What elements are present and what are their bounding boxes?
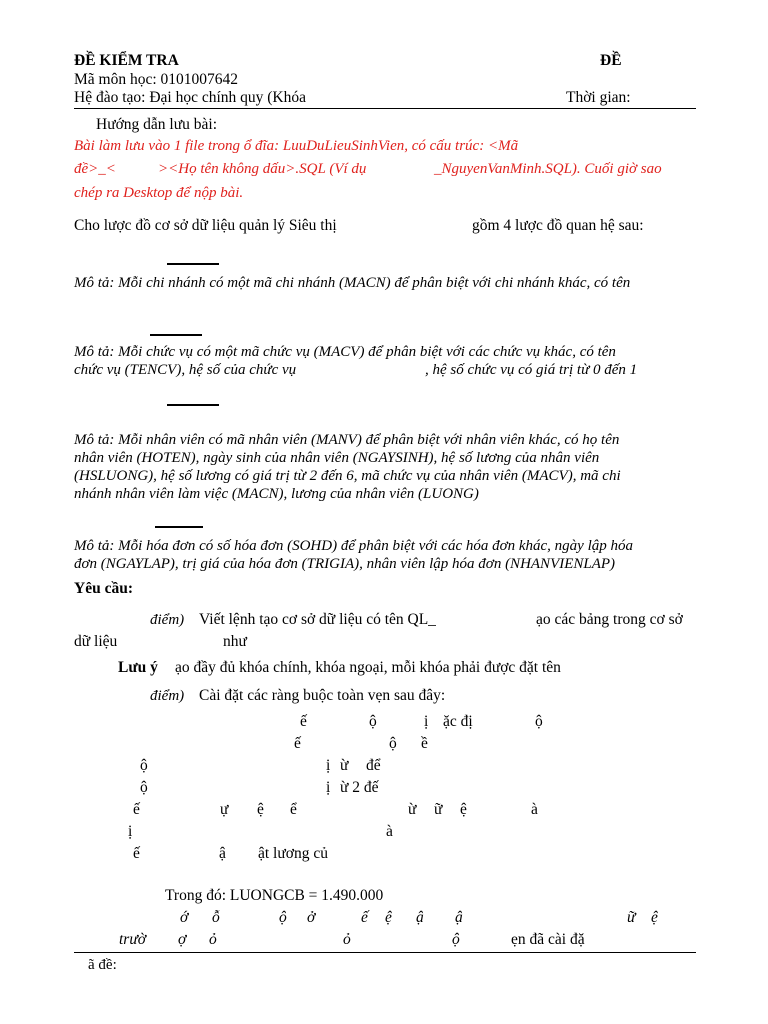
exam-code-label: ĐỀ bbox=[600, 52, 622, 69]
save-guide-line2a: đề>_< bbox=[74, 161, 116, 177]
footer-text: ã đề: bbox=[88, 957, 117, 973]
save-guide-heading: Hướng dẫn lưu bài: bbox=[96, 116, 217, 133]
fragment-row-9-b: ợ bbox=[178, 931, 187, 948]
fragment-row-1-d: ặc đị bbox=[443, 713, 473, 730]
save-guide-line3: chép ra Desktop để nộp bài. bbox=[74, 185, 244, 201]
fragment-row-8-b: ỗ bbox=[212, 909, 220, 926]
relation-4-description-line2: đơn (NGAYLAP), trị giá của hóa đơn (TRIGIA), nhân viên lập hóa đơn (NHANVIENLAP) bbox=[74, 556, 616, 572]
fragment-row-8-d: ở bbox=[307, 909, 316, 926]
relation-2-name-underline bbox=[150, 334, 202, 336]
header-divider bbox=[74, 108, 696, 109]
fragment-row-7-c: ật lương củ bbox=[258, 845, 328, 862]
fragment-row-1-b: ộ bbox=[369, 713, 377, 730]
fragment-row-5-g: ệ bbox=[460, 801, 467, 818]
fragment-row-1-a: ế bbox=[300, 713, 307, 730]
question-1-line2b: như bbox=[223, 633, 247, 650]
save-guide-line2b: ><Họ tên không dấu>.SQL (Ví dụ bbox=[158, 161, 367, 177]
fragment-row-9-f: ẹn đã cài đặ bbox=[511, 931, 585, 948]
question-1-line2a: dữ liệu bbox=[74, 633, 118, 650]
relation-3-name-underline bbox=[167, 404, 219, 406]
save-guide-line1: Bài làm lưu vào 1 file trong ổ đĩa: LuuDuLieuSinhVien, có cấu trúc: <Mã bbox=[74, 138, 519, 154]
question-2-text: Cài đặt các ràng buộc toàn vẹn sau đây: bbox=[199, 687, 446, 704]
fragment-row-4-c: ừ 2 đế bbox=[340, 779, 379, 796]
relation-2-description-line1: Mô tả: Mỗi chức vụ có một mã chức vụ (MACV) để phân biệt với các chức vụ khác, có tên bbox=[74, 344, 616, 360]
relation-2-description-line2a: chức vụ (TENCV), hệ số của chức vụ bbox=[74, 362, 297, 378]
fragment-row-8-j: ệ bbox=[651, 909, 658, 926]
question-1-tail: ạo các bảng trong cơ sở bbox=[536, 611, 683, 628]
fragment-row-8-f: ệ bbox=[385, 909, 392, 926]
question-1-text: Viết lệnh tạo cơ sở dữ liệu có tên QL_ bbox=[199, 611, 436, 628]
note-text: ạo đầy đủ khóa chính, khóa ngoại, mỗi khóa phải được đặt tên bbox=[175, 659, 561, 676]
training-system: Hệ đào tạo: Đại học chính quy (Khóa bbox=[74, 89, 307, 106]
footer-divider bbox=[74, 952, 696, 953]
course-code: Mã môn học: 0101007642 bbox=[74, 71, 239, 88]
intro-left: Cho lược đồ cơ sở dữ liệu quản lý Siêu thị bbox=[74, 217, 337, 234]
relation-3-description-line3: (HSLUONG), hệ số lương có giá trị từ 2 đến 6, mã chức vụ của nhân viên (MACV), mã chi bbox=[74, 468, 621, 484]
relation-4-name-underline bbox=[155, 526, 203, 528]
relation-3-description-line2: nhân viên (HOTEN), ngày sinh của nhân viên (NGAYSINH), hệ số lương của nhân viên bbox=[74, 450, 600, 466]
fragment-row-4-a: ộ bbox=[140, 779, 148, 796]
requirements-heading: Yêu cầu: bbox=[74, 580, 133, 597]
fragment-row-4-b: ị bbox=[326, 779, 331, 796]
fragment-row-5-a: ế bbox=[133, 801, 140, 818]
fragment-row-1-e: ộ bbox=[535, 713, 543, 730]
fragment-row-2-a: ế bbox=[294, 735, 301, 752]
fragment-row-3-d: để bbox=[366, 757, 381, 774]
save-guide-line2c: _NguyenVanMinh.SQL). Cuối giờ sao bbox=[434, 161, 662, 177]
fragment-row-3-b: ị bbox=[326, 757, 331, 774]
relation-3-description-line1: Mô tả: Mỗi nhân viên có mã nhân viên (MANV) để phân biệt với nhân viên khác, có họ tên bbox=[74, 432, 620, 448]
fragment-row-2-c: ề bbox=[421, 735, 428, 752]
exam-title: ĐỀ KIỂM TRA bbox=[74, 52, 179, 69]
fragment-row-3-a: ộ bbox=[140, 757, 148, 774]
fragment-row-6-b: à bbox=[386, 823, 393, 840]
fragment-row-5-c: ệ bbox=[257, 801, 264, 818]
fragment-row-3-c: ừ bbox=[340, 757, 349, 774]
fragment-row-9-e: ộ bbox=[452, 931, 460, 948]
fragment-row-5-b: ự bbox=[220, 801, 229, 818]
relation-1-name-underline bbox=[167, 263, 219, 265]
fragment-row-8-c: ộ bbox=[279, 909, 287, 926]
fragment-row-5-f: ữ bbox=[434, 801, 443, 818]
question-2-points: điểm) bbox=[150, 688, 185, 704]
fragment-row-7-a: ế bbox=[133, 845, 140, 862]
fragment-row-6-a: ị bbox=[128, 823, 133, 840]
salary-formula: Trong đó: LUONGCB = 1.490.000 bbox=[165, 887, 384, 904]
fragment-row-8-h: ậ bbox=[455, 909, 463, 926]
fragment-row-7-b: ậ bbox=[219, 845, 226, 862]
fragment-row-9-a: trườ bbox=[119, 931, 147, 948]
relation-4-description-line1: Mô tả: Mỗi hóa đơn có số hóa đơn (SOHD) để phân biệt với các hóa đơn khác, ngày lập hóa bbox=[74, 538, 634, 554]
fragment-row-8-i: ữ bbox=[627, 909, 636, 926]
question-1-points: điểm) bbox=[150, 612, 185, 628]
note-label: Lưu ý bbox=[118, 659, 158, 676]
fragment-row-9-d: ỏ bbox=[343, 931, 351, 948]
fragment-row-5-e: ừ bbox=[408, 801, 417, 818]
relation-1-description: Mô tả: Mỗi chi nhánh có một mã chi nhánh (MACN) để phân biệt với chi nhánh khác, có tên bbox=[74, 275, 631, 291]
fragment-row-2-b: ộ bbox=[389, 735, 397, 752]
fragment-row-8-e: ế bbox=[361, 909, 368, 926]
time-label: Thời gian: bbox=[566, 89, 631, 106]
fragment-row-5-d: ể bbox=[290, 801, 297, 818]
fragment-row-9-c: ỏ bbox=[209, 931, 217, 948]
fragment-row-8-g: ậ bbox=[416, 909, 424, 926]
relation-2-description-line2b: , hệ số chức vụ có giá trị từ 0 đến 1 bbox=[425, 362, 638, 378]
fragment-row-8-a: ớ bbox=[180, 909, 189, 926]
fragment-row-1-c: ị bbox=[424, 713, 429, 730]
fragment-row-5-h: à bbox=[531, 801, 538, 818]
intro-right: gồm 4 lược đồ quan hệ sau: bbox=[472, 217, 644, 234]
relation-3-description-line4: nhánh nhân viên làm việc (MACN), lương của nhân viên (LUONG) bbox=[74, 486, 479, 502]
